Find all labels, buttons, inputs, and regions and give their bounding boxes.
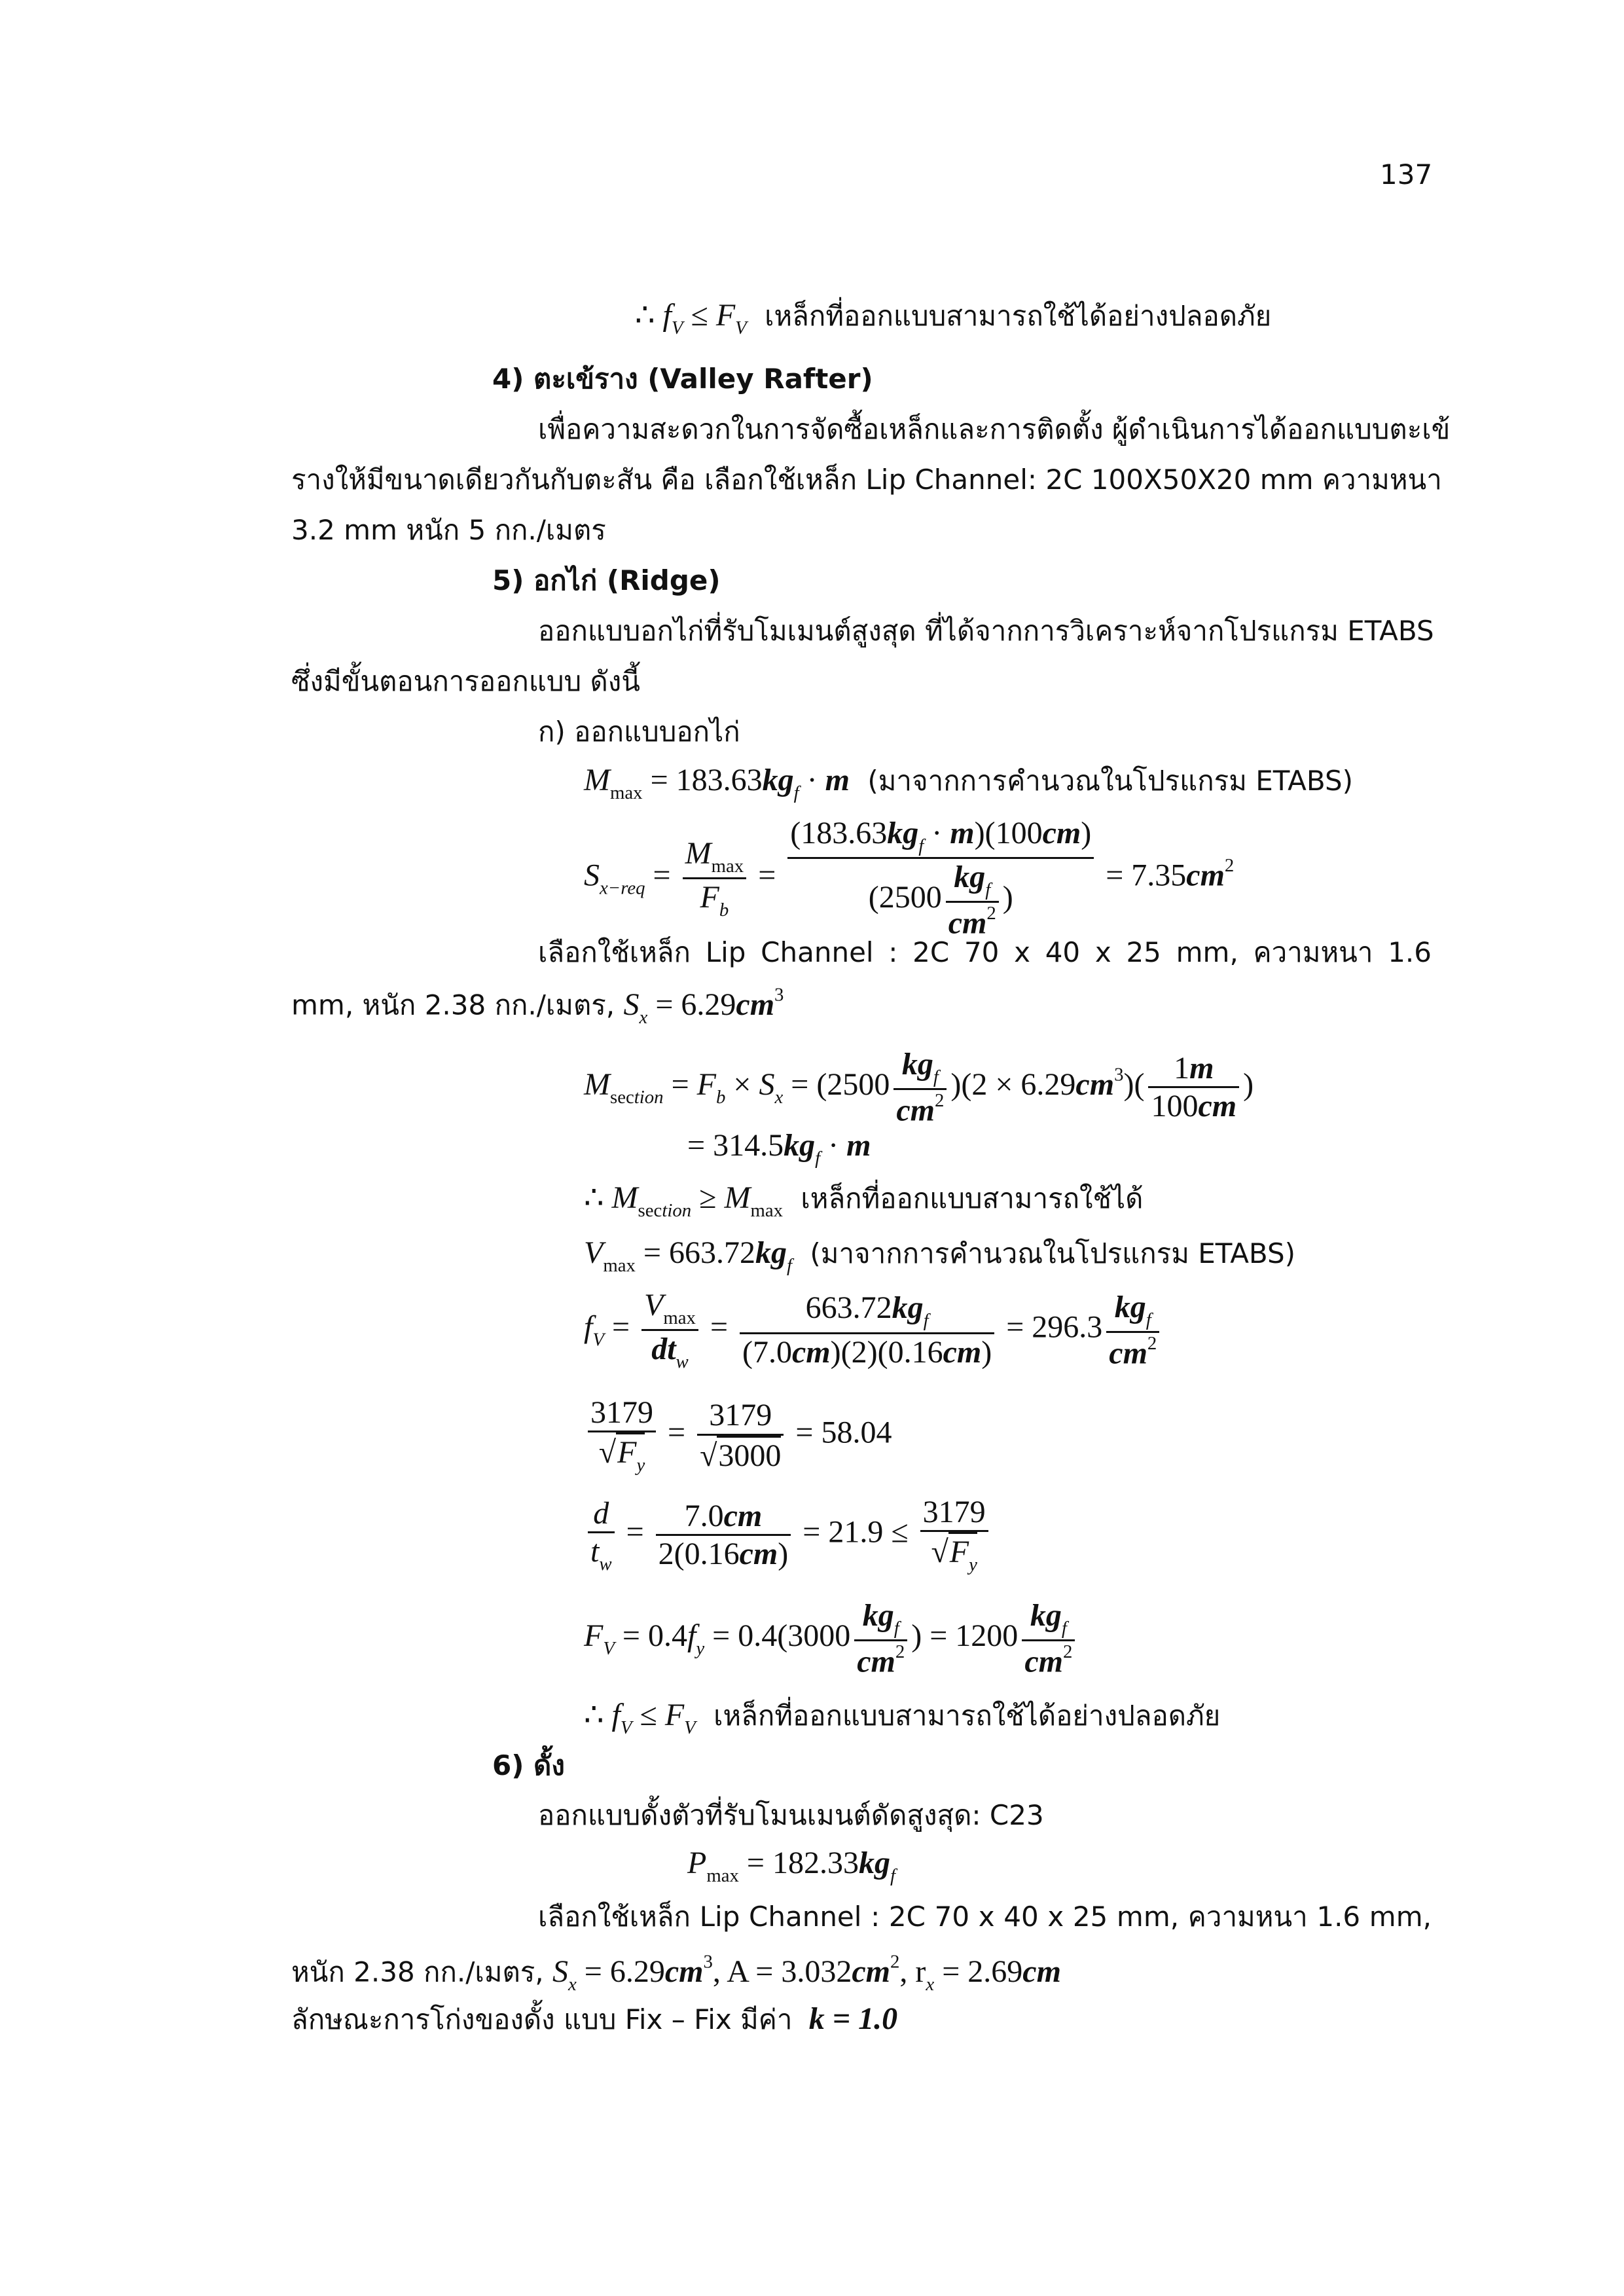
section-4-line-2: รางให้มีขนาดเดียวกันกับตะสัน คือ เลือกใช้เหล็ก Lip Channel: 2C 100X50X20 mm ความหนา	[291, 464, 1442, 496]
section-6-line-1: ออกแบบดั้งตัวที่รับโมนเมนต์ดัดสูงสุด: C23	[538, 1799, 1044, 1831]
section-4-heading: 4) ตะเข้ราง (Valley Rafter)	[492, 363, 873, 395]
final-check-line: ∴ $f_V \le F_V$ เหล็กที่ออกแบบสามารถใช้ได้อย่างปลอดภัย	[584, 1698, 1221, 1738]
section-4-line-1: เพื่อความสะดวกในการจัดซื้อเหล็กและการติดตั้ง ผู้ดำเนินการได้ออกแบบตะเข้	[538, 413, 1451, 445]
shear-check-text: เหล็กที่ออกแบบสามารถใช้ได้อย่างปลอดภัย	[765, 300, 1272, 332]
fv-capacity-equation: $F_V = 0.4f_y = 0.4(3000$ $\frac{kg_f}{cm^2}$ ) = 1200 $\frac{kg_f}{cm^2}$	[584, 1597, 1079, 1680]
section-6-selection-line-1: เลือกใช้เหล็ก Lip Channel : 2C 70 x 40 x 25 mm, ความหนา 1.6 mm,	[538, 1901, 1432, 1933]
sx-req-equation: $S_{x-req}$ = $\frac{M_{max}}{F_b}$ = $(183.63kg_f \cdot m)(100cm)$ (2500 $\frac{kg_f}{cm^2}$ ) = $7.35cm^2$	[584, 816, 1235, 941]
section-5-line-2: ซึ่งมีขั้นตอนการออกแบบ ดังนี้	[291, 665, 641, 697]
ridge-selection-line-2: mm, หนัก 2.38 กก./เมตร, $S_x = 6.29cm^3$	[291, 984, 784, 1028]
shear-check-line: ∴ $f_V \le F_V$ เหล็กที่ออกแบบสามารถใช้ได้อย่างปลอดภัย	[635, 298, 1272, 338]
ridge-selection-line-1: เลือกใช้เหล็ก Lip Channel : 2C 70 x 40 x 25 mm, ความหนา 1.6	[538, 936, 1432, 968]
buckling-line: ลักษณะการโก่งของดั้ง แบบ Fix – Fix มีค่า k = 1.0	[291, 2001, 898, 2036]
fv-equation: $f_V$ = $\frac{V_{max}}{dt_w}$ = $\frac{663.72kg_f}{(7.0cm)(2)(0.16cm)}$ = 296.3 $\frac{kg_f}{cm^2}$	[584, 1287, 1163, 1373]
msection-check-line: ∴ $M_{section} \ge M_{max}$ เหล็กที่ออกแบบสามารถใช้ได้	[584, 1180, 1144, 1221]
pmax-equation: $P_{max} = 182.33kg_f$	[687, 1846, 896, 1886]
section-6-selection-line-2: หนัก 2.38 กก./เมตร, $S_x = 6.29cm^3$, $A = 3.032cm^2$, $r_x = 2.69cm$	[291, 1951, 1061, 1995]
slenderness-limit-equation: $\frac{3179}{√F_y}$ = $\frac{3179}{√3000}$ = 58.04	[584, 1394, 892, 1476]
section-5-sub-a: ก) ออกแบบอกไก่	[538, 716, 740, 748]
page-number: 137	[1380, 158, 1433, 191]
mmax-equation: $M_{max} = 183.63kg_f \cdot m$ (มาจากการคำนวณในโปรแกรม ETABS)	[584, 763, 1354, 803]
web-slenderness-equation: $\frac{d}{t_w}$ = $\frac{7.0cm}{2(0.16cm)}$ = 21.9 ≤ $\frac{3179}{√F_y}$	[584, 1494, 992, 1576]
section-5-heading: 5) อกไก่ (Ridge)	[492, 564, 721, 596]
msection-equation: $M_{section} = F_b \times S_x = (2500$ $\frac{kg_f}{cm^2}$ )$(2 \times 6.29cm^3)$( $\frac{1m}{100cm}$ )	[584, 1047, 1254, 1128]
section-4-line-3: 3.2 mm หนัก 5 กก./เมตร	[291, 514, 606, 546]
vmax-equation: $V_{max} = 663.72kg_f$ (มาจากการคำนวณในโปรแกรม ETABS)	[584, 1235, 1296, 1276]
section-5-line-1: ออกแบบอกไก่ที่รับโมเมนต์สูงสุด ที่ได้จากการวิเคราะห์จากโปรแกรม ETABS	[538, 615, 1434, 647]
section-6-heading: 6) ดั้ง	[492, 1749, 565, 1781]
msection-result: = $314.5kg_f \cdot m$	[687, 1128, 871, 1169]
